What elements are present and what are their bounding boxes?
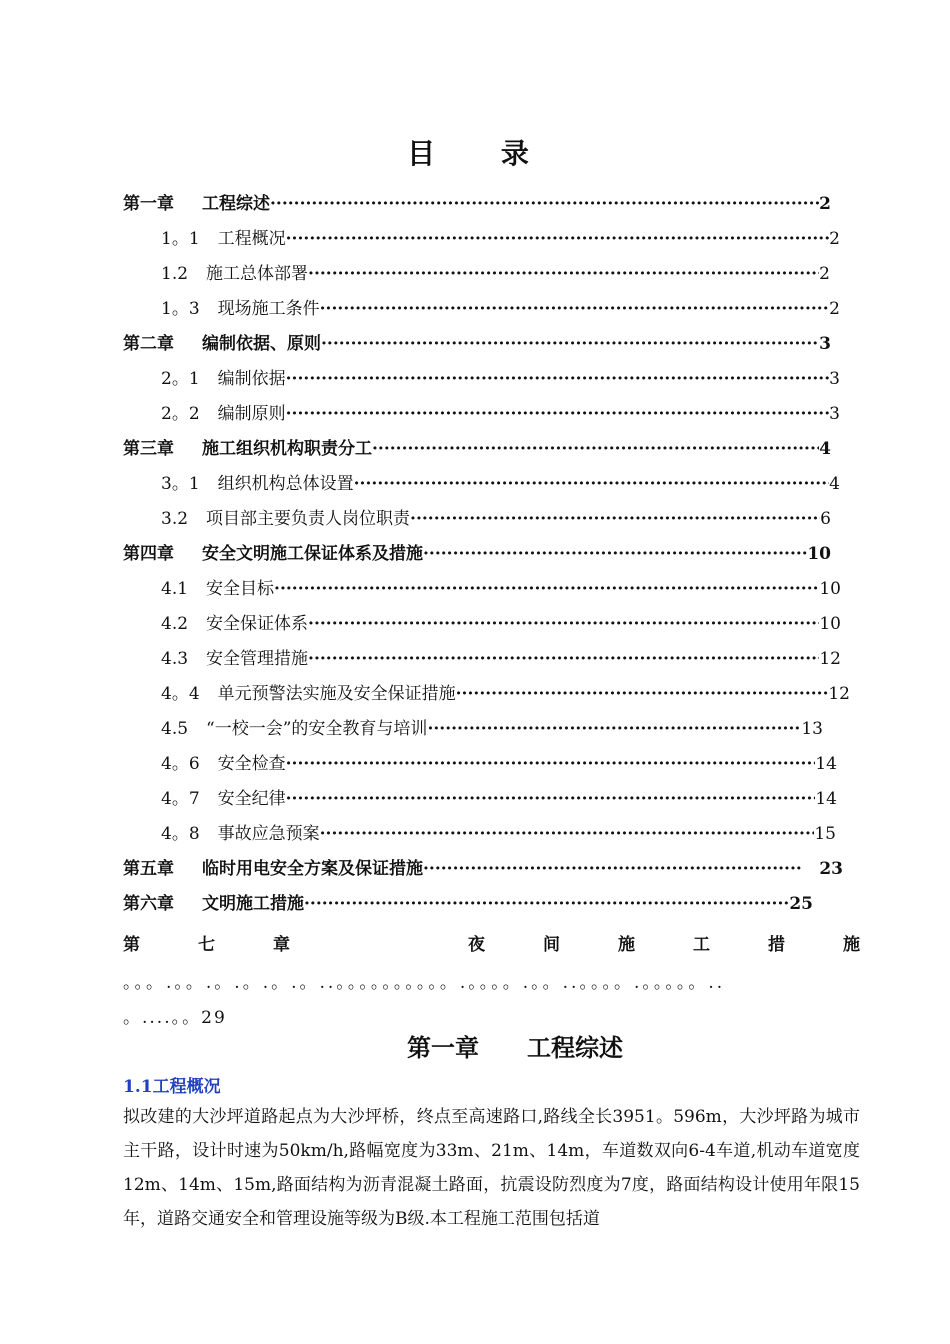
- toc-entry[interactable]: [123, 847, 843, 881]
- toc-entry-number: 1。3: [161, 299, 200, 319]
- toc-entry[interactable]: [123, 322, 831, 356]
- toc-entry-number: 1.2: [161, 264, 189, 284]
- toc-entry-chapter-7[interactable]: [123, 930, 860, 958]
- toc-leader-dots: [308, 262, 819, 286]
- toc-entry-title: 现场施工条件: [217, 299, 320, 319]
- toc-entry-title: 临时用电安全方案及保证措施: [202, 859, 423, 879]
- toc-entry-number: 2。1: [161, 369, 200, 389]
- toc-entry-number: 第一章: [123, 194, 174, 214]
- toc-entry-title: 施工总体部署: [206, 264, 309, 284]
- toc-entry-title: 安全文明施工保证体系及措施: [202, 544, 423, 564]
- toc-page-number: 10: [807, 544, 831, 564]
- toc-leader-dots: [456, 682, 829, 706]
- toc-entry[interactable]: [123, 882, 813, 916]
- toc-char: 工: [693, 935, 710, 955]
- toc-entry-number: 4.3: [161, 649, 189, 669]
- toc-entry[interactable]: [161, 217, 840, 251]
- toc-entry-number: 1。1: [161, 229, 200, 249]
- toc-entry-title: “一校一会”的安全教育与培训: [206, 719, 428, 739]
- toc-page-number: 23: [819, 859, 843, 879]
- toc-leader-tail: 。....。。29: [123, 1008, 227, 1028]
- toc-entry-number: 3.2: [161, 509, 189, 529]
- toc-page-number: 25: [789, 894, 813, 914]
- toc-char: 施: [843, 935, 860, 955]
- toc-entry[interactable]: [161, 287, 840, 321]
- toc-leader-dots: [423, 857, 801, 881]
- toc-entry-number: 第三章: [123, 439, 174, 459]
- toc-entry-number: 第五章: [123, 859, 174, 879]
- toc-entry-title: 项目部主要负责人岗位职责: [206, 509, 411, 529]
- toc-entry[interactable]: [161, 462, 840, 496]
- toc-entry[interactable]: [161, 777, 837, 811]
- toc-entry-number: 4.2: [161, 614, 189, 634]
- toc-page-number: 12: [828, 684, 850, 704]
- toc-entry-title: 工程综述: [202, 194, 270, 214]
- toc-leader-dots: [372, 437, 819, 461]
- toc-entry[interactable]: [161, 602, 841, 636]
- toc-entry-title: 文明施工措施: [202, 894, 304, 914]
- toc-entry-number: 4.1: [161, 579, 189, 599]
- toc-page-number: 2: [829, 299, 840, 319]
- toc-page-number: 10: [819, 614, 841, 634]
- toc-char: 施: [618, 935, 635, 955]
- toc-leader-dots: [274, 577, 819, 601]
- toc-page-number: 14: [815, 754, 837, 774]
- toc-leader-dots: [286, 787, 816, 811]
- toc-page-number: 4: [819, 439, 831, 459]
- toc-entry[interactable]: [123, 427, 831, 461]
- toc-entry[interactable]: [161, 637, 841, 671]
- toc-entry-title: 安全管理措施: [206, 649, 309, 669]
- toc-entry-number: 4。8: [161, 824, 200, 844]
- toc-page-number: 3: [819, 334, 831, 354]
- toc-entry[interactable]: [161, 497, 831, 531]
- toc-entry-number: 4。4: [161, 684, 200, 704]
- toc-entry-title: 工程概况: [217, 229, 286, 249]
- toc-leader-dots: [423, 542, 807, 566]
- toc-char: 七: [198, 935, 215, 955]
- toc-leader-dots: [320, 822, 815, 846]
- toc-entry[interactable]: [161, 567, 841, 601]
- section-heading: 1.1工程概况: [123, 1077, 221, 1097]
- toc-entry[interactable]: [161, 812, 836, 846]
- toc-entry[interactable]: [161, 357, 840, 391]
- toc-entry[interactable]: [161, 392, 840, 426]
- toc-entry-number: 4。6: [161, 754, 200, 774]
- chapter-heading: 第一章 工程综述: [407, 1033, 623, 1062]
- toc-leader-dots: [286, 367, 830, 391]
- toc-page-number: 2: [829, 229, 840, 249]
- toc-entry-title: 安全目标: [206, 579, 275, 599]
- toc-entry-title: 安全纪律: [217, 789, 286, 809]
- toc-leader-dots: [354, 472, 830, 496]
- toc-entry-title: 安全检查: [217, 754, 286, 774]
- toc-entry-title: 事故应急预案: [217, 824, 320, 844]
- toc-leader-dots: [304, 892, 789, 916]
- toc-page-number: 10: [819, 579, 841, 599]
- toc-page-number: 13: [801, 719, 823, 739]
- toc-entry[interactable]: [161, 707, 823, 741]
- toc-page-number: 6: [820, 509, 831, 529]
- toc-page-number: 2: [819, 194, 831, 214]
- toc-entry[interactable]: [123, 182, 831, 216]
- toc-entry-title: 安全保证体系: [206, 614, 309, 634]
- toc-entry-number: 第二章: [123, 334, 174, 354]
- toc-leader-dots: [308, 647, 819, 671]
- toc-entry-title: 组织机构总体设置: [217, 474, 354, 494]
- body-paragraph: 拟改建的大沙坪道路起点为大沙坪桥，终点至高速路口,路线全长3951。596m，大沙坪路为城市主干路，设计时速为50km/h,路幅宽度为33m、21m、14m，车道数双向6-4车道,机动车道宽度12m、14m、15m,路面结构为沥青混凝土路面，抗震设防烈度为7度，路面结构设计使用年限15年，道路交通安全和管理设施等级为B级.本工程施工范围包括道: [123, 1107, 860, 1229]
- toc-title: 目 录: [407, 137, 557, 170]
- toc-entry[interactable]: [161, 742, 837, 776]
- toc-leader-dots: [308, 612, 819, 636]
- toc-page-number: 12: [819, 649, 841, 669]
- toc-char: 第: [123, 935, 140, 955]
- toc-leader-dots: [270, 192, 819, 216]
- toc-page-number: 14: [815, 789, 837, 809]
- toc-leader-dots: [321, 332, 819, 356]
- toc-page-number: 3: [829, 404, 840, 424]
- toc-page-number: 2: [819, 264, 830, 284]
- toc-leader-dots: [427, 717, 801, 741]
- toc-char: 措: [768, 935, 785, 955]
- toc-char: 间: [543, 935, 560, 955]
- toc-entry-number: 4.5: [161, 719, 189, 739]
- toc-page-number: 15: [814, 824, 836, 844]
- toc-page-number: 4: [829, 474, 840, 494]
- toc-entry-number: 4。7: [161, 789, 200, 809]
- toc-entry-number: 第六章: [123, 894, 174, 914]
- toc-leader-dots: [286, 402, 830, 426]
- toc-entry[interactable]: [161, 672, 850, 706]
- toc-page-number: 3: [829, 369, 840, 389]
- toc-entry-number: 2。2: [161, 404, 200, 424]
- toc-page-number: 29: [201, 1008, 227, 1028]
- toc-leader-dots: [286, 752, 816, 776]
- toc-entry-title: 编制依据: [217, 369, 286, 389]
- toc-leader-dots: [320, 297, 830, 321]
- toc-leader-dots: [286, 227, 830, 251]
- toc-entry-number: 3。1: [161, 474, 200, 494]
- toc-entry-title: 编制依据、原则: [202, 334, 321, 354]
- toc-entry-title: 编制原则: [217, 404, 286, 424]
- toc-entry[interactable]: [123, 532, 831, 566]
- toc-leader-dots: [410, 507, 820, 531]
- toc-entry-title: 施工组织机构职责分工: [202, 439, 372, 459]
- toc-entry[interactable]: [161, 252, 830, 286]
- toc-entry-title: 单元预警法实施及安全保证措施: [217, 684, 456, 704]
- toc-char: 章: [273, 935, 290, 955]
- toc-leader-dots: 。。。.。。.。.。.。.。..。。。。。。。。。。.。。。。.。。..。。。。.。。。。。..: [123, 973, 726, 993]
- toc-entry-number: 第四章: [123, 544, 174, 564]
- toc-char: 夜: [468, 935, 485, 955]
